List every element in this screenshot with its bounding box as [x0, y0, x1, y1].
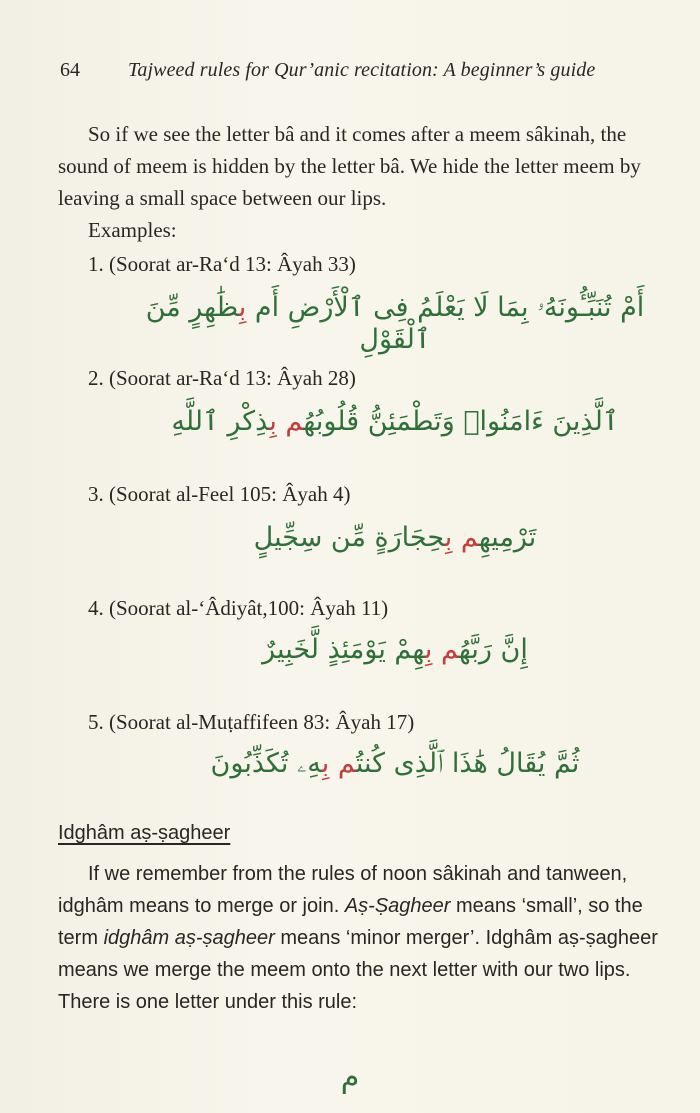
- example-3-ayah-highlight: م بِ: [444, 522, 479, 553]
- example-2-ayah-highlight: م بِ: [269, 406, 304, 437]
- example-4-ayah-before: إِنَّ رَبَّهُ: [458, 634, 528, 665]
- example-2-ayah-after: ذِكْرِ ٱللَّهِ: [171, 406, 270, 437]
- page-number: 64: [60, 59, 80, 81]
- body-term-2: idghâm aṣ-ṣagheer: [103, 927, 275, 949]
- body-part-3: means ‘minor merger’. Idghâm aṣ-ṣagheer means we merge the meem onto the next letter with our two lips. There is one letter under this rule:: [58, 927, 658, 1013]
- example-1-ayah-before: أَمْ تُنَبِّـُٔونَهُۥ بِمَا لَا يَعْلَمُ فِى ٱلْأَرْضِ أَم: [246, 292, 645, 323]
- body-term-1: Aṣ-Ṣagheer: [344, 895, 451, 917]
- page-header: [60, 55, 670, 85]
- example-1-ayah-after: ظَٰهِرٍ مِّنَ ٱلْقَوْلِ: [145, 292, 431, 355]
- example-2-ayah: [120, 406, 670, 437]
- example-2-ayah-before: ٱلَّذِينَ ءَامَنُوا۟ وَتَطْمَئِنُّ قُلُوبُهُ: [303, 406, 619, 437]
- intro-paragraph: [58, 118, 670, 214]
- example-4-ayah: [120, 634, 670, 665]
- example-1-ayah-highlight: بِ: [238, 292, 247, 323]
- body-part-1: If we remember from the rules of noon sâkinah and tanween, idghâm means to merge or join.: [58, 863, 628, 917]
- example-4-ayah-highlight: م بِ: [424, 634, 459, 665]
- example-5-ayah-highlight: م بِ: [321, 748, 356, 779]
- body-part-2: means ‘small’, so the term: [58, 895, 643, 949]
- section-heading: Idghâm aṣ-ṣagheer: [58, 822, 231, 844]
- example-4-reference: 4. (Soorat al-‘Âdiyât,100: Âyah 11): [88, 596, 389, 620]
- body-text: [58, 858, 674, 1018]
- arabic-letter-meem: م: [340, 1060, 360, 1095]
- example-2-reference: 2. (Soorat ar-Ra‘d 13: Âyah 28): [88, 366, 356, 390]
- example-5-ayah: [120, 748, 670, 780]
- example-4-ayah-after: هِمْ يَوْمَئِذٍ لَّخَبِيرٌ: [262, 634, 425, 665]
- intro-text: So if we see the letter bâ and it comes after a meem sâkinah, the sound of meem is hidden by the letter bâ. We hide the letter meem by leaving a small space between our lips.: [58, 122, 641, 210]
- example-5-reference: 5. (Soorat al-Muṭaffifeen 83: Âyah 17): [88, 710, 415, 734]
- example-1-reference: 1. (Soorat ar-Ra‘d 13: Âyah 33): [88, 252, 356, 276]
- example-5-ayah-after: هِۦ تُكَذِّبُونَ: [210, 748, 322, 779]
- examples-label: Examples:: [88, 218, 177, 242]
- example-3-reference: 3. (Soorat al-Feel 105: Âyah 4): [88, 482, 351, 506]
- running-title: Tajweed rules for Qur’anic recitation: A beginner’s guide: [128, 59, 596, 81]
- body-paragraph: [58, 858, 674, 1018]
- example-3-ayah: [120, 522, 670, 553]
- example-3-ayah-before: تَرْمِيهِ: [478, 522, 537, 553]
- example-3-ayah-after: حِجَارَةٍ مِّن سِجِّيلٍ: [253, 522, 445, 553]
- example-1-ayah: [120, 292, 670, 355]
- example-5-ayah-before: ثُمَّ يُقَالُ هَٰذَا ٱلَّذِى كُنتُ: [355, 748, 580, 779]
